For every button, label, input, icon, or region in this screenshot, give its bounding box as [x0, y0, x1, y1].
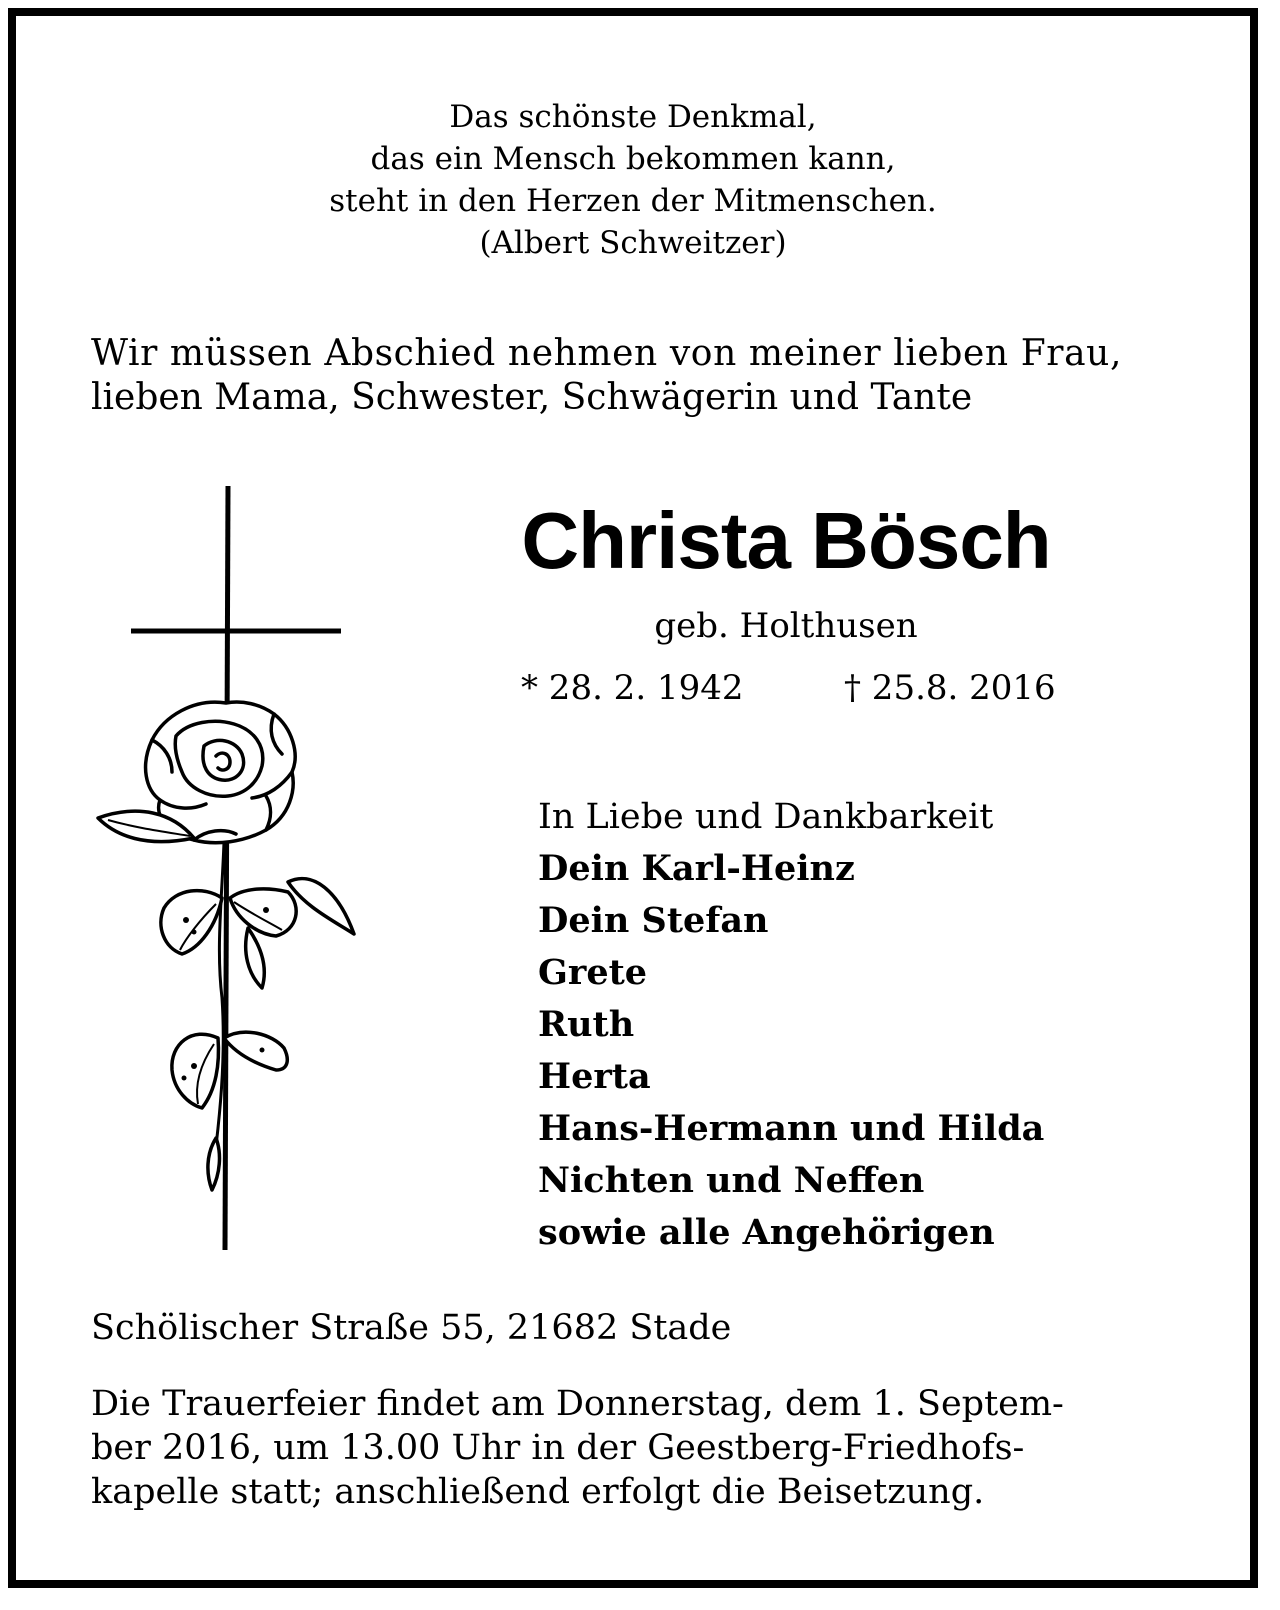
mourner-name: Ruth [538, 1004, 635, 1045]
mourner-name: Dein Karl-Heinz [538, 848, 855, 889]
quote-line: Das schönste Denkmal, [449, 99, 817, 135]
quote-block [16, 96, 1250, 264]
service-line: Die Trauerfeier findet am Donnerstag, dem 1. Septem- [91, 1384, 1064, 1424]
funeral-service-notice [91, 1382, 1201, 1514]
quote-author: (Albert Schweitzer) [479, 225, 787, 261]
mourners-intro: In Liebe und Dankbarkeit [538, 797, 994, 837]
service-line: ber 2016, um 13.00 Uhr in der Geestberg-Friedhofs- [91, 1428, 1025, 1468]
farewell-line: Wir müssen Abschied nehmen von meiner lieben Frau, [91, 333, 1122, 374]
farewell-line: lieben Mama, Schwester, Schwägerin und Tante [91, 377, 973, 418]
deceased-name: Christa Bösch [521, 496, 1051, 585]
mourner-name: Grete [538, 952, 648, 993]
quote-line: steht in den Herzen der Mitmenschen. [329, 183, 937, 219]
mourner-name: sowie alle Angehörigen [538, 1212, 995, 1253]
family-address: Schölischer Straße 55, 21682 Stade [91, 1308, 732, 1348]
maiden-name: geb. Holthusen [654, 606, 918, 646]
quote-line: das ein Mensch bekommen kann, [370, 141, 896, 177]
mourner-name: Herta [538, 1056, 651, 1097]
cross-with-rose-icon [76, 478, 366, 1278]
birth-date: * 28. 2. 1942 [521, 668, 744, 708]
mourners-list [538, 791, 1044, 1259]
farewell-text [91, 332, 1201, 420]
mourner-name: Dein Stefan [538, 900, 769, 941]
death-date: † 25.8. 2016 [844, 668, 1056, 708]
obituary-frame [8, 8, 1258, 1588]
mourner-name: Nichten und Neffen [538, 1160, 925, 1201]
mourner-name: Hans-Hermann und Hilda [538, 1108, 1045, 1149]
service-line: kapelle statt; anschließend erfolgt die Beisetzung. [91, 1472, 985, 1512]
